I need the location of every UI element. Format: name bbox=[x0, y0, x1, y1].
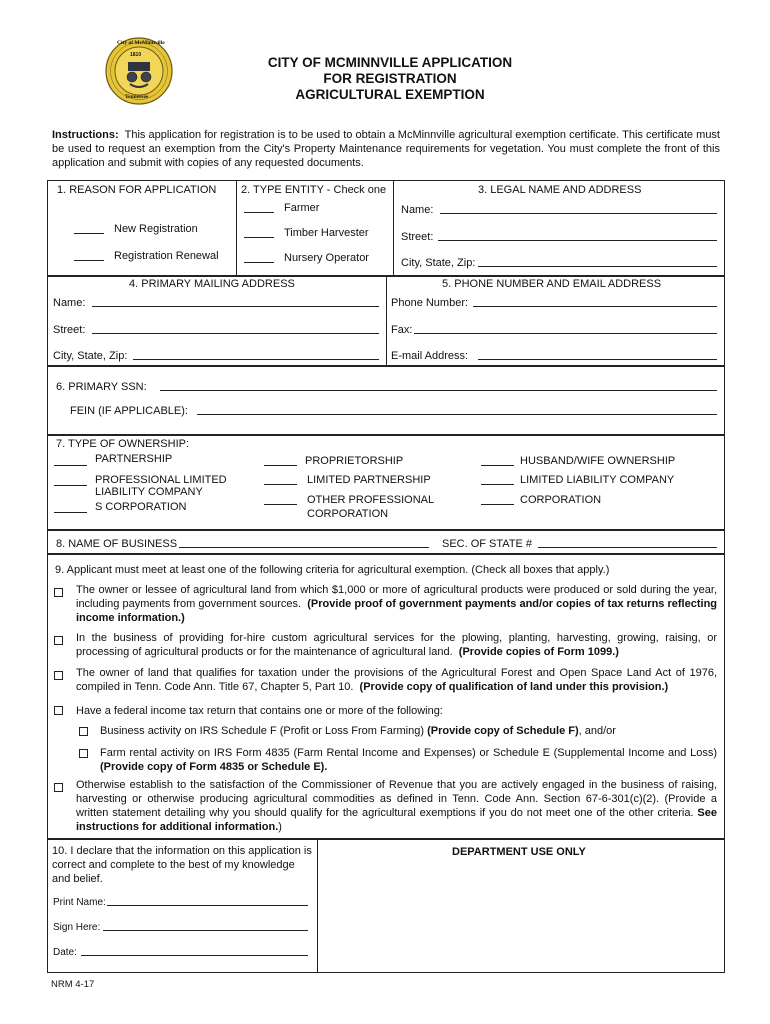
criteria-4a bbox=[100, 725, 616, 738]
partnership-blank[interactable] bbox=[54, 465, 87, 466]
form-number: NRM 4-17 bbox=[51, 979, 95, 990]
nursery-operator-label: Nursery Operator bbox=[284, 252, 369, 264]
fax-field[interactable] bbox=[414, 333, 717, 334]
llc-blank[interactable] bbox=[481, 484, 514, 485]
ssn-field[interactable] bbox=[160, 390, 717, 391]
other-professional-label-2: CORPORATION bbox=[307, 508, 389, 520]
business-name-label: 8. NAME OF BUSINESS bbox=[56, 538, 178, 550]
date-field[interactable] bbox=[81, 955, 308, 956]
mailing-name-field[interactable] bbox=[92, 306, 379, 307]
seal-bottom-text: Tennessee bbox=[125, 94, 149, 100]
criteria-5-text: Otherwise establish to the satisfaction of the Commissioner of Revenue that you are actively engaged in the business of raising, harvesting or otherwise producing agricultural commodities as defined in Tenn. Code Ann. Section 67-6-301(c)(2). (Provide a written statement detailing why you should qualify for the agricultural exemptions if you do not meet one of the other criteria. bbox=[76, 779, 717, 819]
criteria-4b-requirement: (Provide copy of Form 4835 or Schedule E). bbox=[100, 761, 328, 773]
email-label: E-mail Address: bbox=[391, 350, 469, 362]
criteria-3 bbox=[76, 666, 717, 694]
email-field[interactable] bbox=[478, 359, 717, 360]
criteria-1 bbox=[76, 583, 717, 625]
instructions bbox=[52, 128, 720, 170]
department-use-heading: DEPARTMENT USE ONLY bbox=[452, 846, 586, 858]
criteria-3-requirement: (Provide copy of qualification of land under this provision.) bbox=[359, 681, 669, 693]
timber-harvester-label: Timber Harvester bbox=[284, 227, 369, 239]
title-line-3: AGRICULTURAL EXEMPTION bbox=[295, 87, 485, 102]
timber-harvester-blank[interactable] bbox=[244, 237, 274, 238]
seal-top-text: City of McMinnville bbox=[117, 40, 165, 46]
pllc-blank[interactable] bbox=[54, 485, 87, 486]
new-registration-blank[interactable] bbox=[74, 233, 104, 234]
phone-label: Phone Number: bbox=[391, 297, 469, 309]
criteria-intro: 9. Applicant must meet at least one of the following criteria for agricultural exemption. (Check all boxes that apply.) bbox=[55, 564, 610, 576]
criteria-4a-tail: , and/or bbox=[578, 725, 616, 737]
section-6-frame bbox=[47, 366, 725, 435]
fax-label: Fax: bbox=[391, 324, 413, 336]
criteria-4a-requirement: (Provide copy of Schedule F) bbox=[427, 725, 579, 737]
llc-label: LIMITED LIABILITY COMPANY bbox=[520, 474, 675, 486]
signature-field[interactable] bbox=[103, 930, 308, 931]
sign-here-label: Sign Here: bbox=[53, 922, 101, 933]
other-professional-corp-blank[interactable] bbox=[264, 504, 297, 505]
partnership-label: PARTNERSHIP bbox=[95, 453, 173, 465]
criteria-2-checkbox[interactable] bbox=[54, 636, 63, 645]
criteria-2-requirement: (Provide copies of Form 1099.) bbox=[458, 646, 619, 658]
mailing-name-label: Name: bbox=[53, 297, 86, 309]
pllc-label-1: PROFESSIONAL LIMITED bbox=[95, 474, 227, 486]
mailing-street-label: Street: bbox=[53, 324, 86, 336]
legal-street-field[interactable] bbox=[438, 240, 717, 241]
criteria-1-requirement: (Provide proof of government payments and/or copies of tax returns reflecting income information.) bbox=[76, 598, 718, 624]
city-seal bbox=[104, 36, 174, 106]
criteria-3-text: The owner of land that qualifies for taxation under the provisions of the Agricultural Forest and Open Space Land Act of 1976, compiled in Tenn. Code Ann. Title 67, Chapter 5, Part 10. bbox=[76, 667, 717, 693]
limited-partnership-blank[interactable] bbox=[264, 484, 297, 485]
proprietorship-label: PROPRIETORSHIP bbox=[305, 455, 404, 467]
criteria-3-checkbox[interactable] bbox=[54, 671, 63, 680]
nursery-operator-blank[interactable] bbox=[244, 262, 274, 263]
instructions-text: This application for registration is to be used to obtain a McMinnville agricultural exemption certificate. This certificate must be used to request an exemption from the City's Property Maintenance requirements for vegetation. You must complete the front of this application and submit with copies of any requested documents. bbox=[52, 129, 720, 169]
s-corporation-blank[interactable] bbox=[54, 512, 87, 513]
section-5-heading: 5. PHONE NUMBER AND EMAIL ADDRESS bbox=[442, 278, 662, 290]
seal-year: 1810 bbox=[130, 52, 142, 58]
section-1-heading: 1. REASON FOR APPLICATION bbox=[57, 184, 217, 196]
legal-name-label: Name: bbox=[401, 204, 434, 216]
criteria-4-text: Have a federal income tax return that contains one or more of the following: bbox=[76, 705, 443, 717]
other-professional-label-1: OTHER PROFESSIONAL bbox=[307, 494, 435, 506]
section-4-heading: 4. PRIMARY MAILING ADDRESS bbox=[129, 278, 295, 290]
title-line-1: CITY OF MCMINNVILLE APPLICATION bbox=[267, 55, 513, 70]
limited-partnership-label: LIMITED PARTNERSHIP bbox=[307, 474, 431, 486]
declaration: 10. I declare that the information on this application is correct and complete to the best of my knowledge and belief. bbox=[52, 845, 312, 885]
criteria-4b bbox=[100, 746, 717, 774]
criteria-4a-text: Business activity on IRS Schedule F (Profit or Loss From Farming) bbox=[100, 725, 424, 737]
proprietorship-blank[interactable] bbox=[264, 465, 297, 466]
legal-city-field[interactable] bbox=[478, 266, 717, 267]
section-3-heading: 3. LEGAL NAME AND ADDRESS bbox=[478, 184, 642, 196]
date-label: Date: bbox=[53, 947, 77, 958]
legal-city-label: City, State, Zip: bbox=[401, 257, 476, 269]
mailing-street-field[interactable] bbox=[92, 333, 379, 334]
legal-name-field[interactable] bbox=[440, 213, 717, 214]
sec-of-state-field[interactable] bbox=[538, 547, 717, 548]
criteria-4-checkbox[interactable] bbox=[54, 706, 63, 715]
registration-renewal-blank[interactable] bbox=[74, 260, 104, 261]
criteria-2-text: In the business of providing for-hire custom agricultural services for the plowing, planting, harvesting, growing, raising, or processing of agricultural products or for the maintenance of agricultural land. bbox=[76, 632, 717, 658]
pllc-label-2: LIABILITY COMPANY bbox=[95, 486, 203, 498]
mailing-city-field[interactable] bbox=[133, 359, 379, 360]
new-registration-label: New Registration bbox=[114, 223, 198, 235]
ownership-heading: 7. TYPE OF OWNERSHIP: bbox=[56, 438, 190, 450]
sec-of-state-label: SEC. OF STATE # bbox=[442, 538, 533, 550]
registration-renewal-label: Registration Renewal bbox=[114, 250, 219, 262]
corporation-blank[interactable] bbox=[481, 504, 514, 505]
farmer-blank[interactable] bbox=[244, 212, 274, 213]
criteria-4b-checkbox[interactable] bbox=[79, 749, 88, 758]
fein-label: FEIN (IF APPLICABLE): bbox=[70, 405, 188, 417]
ssn-label: 6. PRIMARY SSN: bbox=[56, 381, 147, 393]
print-name-label: Print Name: bbox=[53, 897, 106, 908]
title-line-2: FOR REGISTRATION bbox=[323, 71, 457, 86]
criteria-5 bbox=[76, 778, 717, 834]
instructions-label: Instructions: bbox=[52, 129, 119, 141]
legal-street-label: Street: bbox=[401, 231, 434, 243]
section-2-heading: 2. TYPE ENTITY - Check one bbox=[241, 184, 387, 196]
criteria-5-requirement: See instructions for additional information. bbox=[76, 807, 717, 833]
fein-field[interactable] bbox=[197, 414, 717, 415]
criteria-1-checkbox[interactable] bbox=[54, 588, 63, 597]
criteria-5-tail: ) bbox=[278, 821, 282, 833]
criteria-2 bbox=[76, 631, 717, 659]
farmer-label: Farmer bbox=[284, 202, 320, 214]
mailing-city-label: City, State, Zip: bbox=[53, 350, 128, 362]
s-corporation-label: S CORPORATION bbox=[95, 501, 187, 513]
husband-wife-blank[interactable] bbox=[481, 465, 514, 466]
criteria-1-text: The owner or lessee of agricultural land from which $1,000 or more of agricultural products were produced or sold during the year, including payments from government sources. bbox=[76, 584, 717, 610]
phone-field[interactable] bbox=[473, 306, 717, 307]
corporation-label: CORPORATION bbox=[520, 494, 602, 506]
print-name-field[interactable] bbox=[107, 905, 308, 906]
criteria-5-checkbox[interactable] bbox=[54, 783, 63, 792]
business-name-field[interactable] bbox=[179, 547, 429, 548]
criteria-4b-text: Farm rental activity on IRS Form 4835 (Farm Rental Income and Expenses) or Schedule E (Supplemental Income and Loss) bbox=[100, 747, 717, 759]
criteria-4a-checkbox[interactable] bbox=[79, 727, 88, 736]
husband-wife-label: HUSBAND/WIFE OWNERSHIP bbox=[520, 455, 676, 467]
